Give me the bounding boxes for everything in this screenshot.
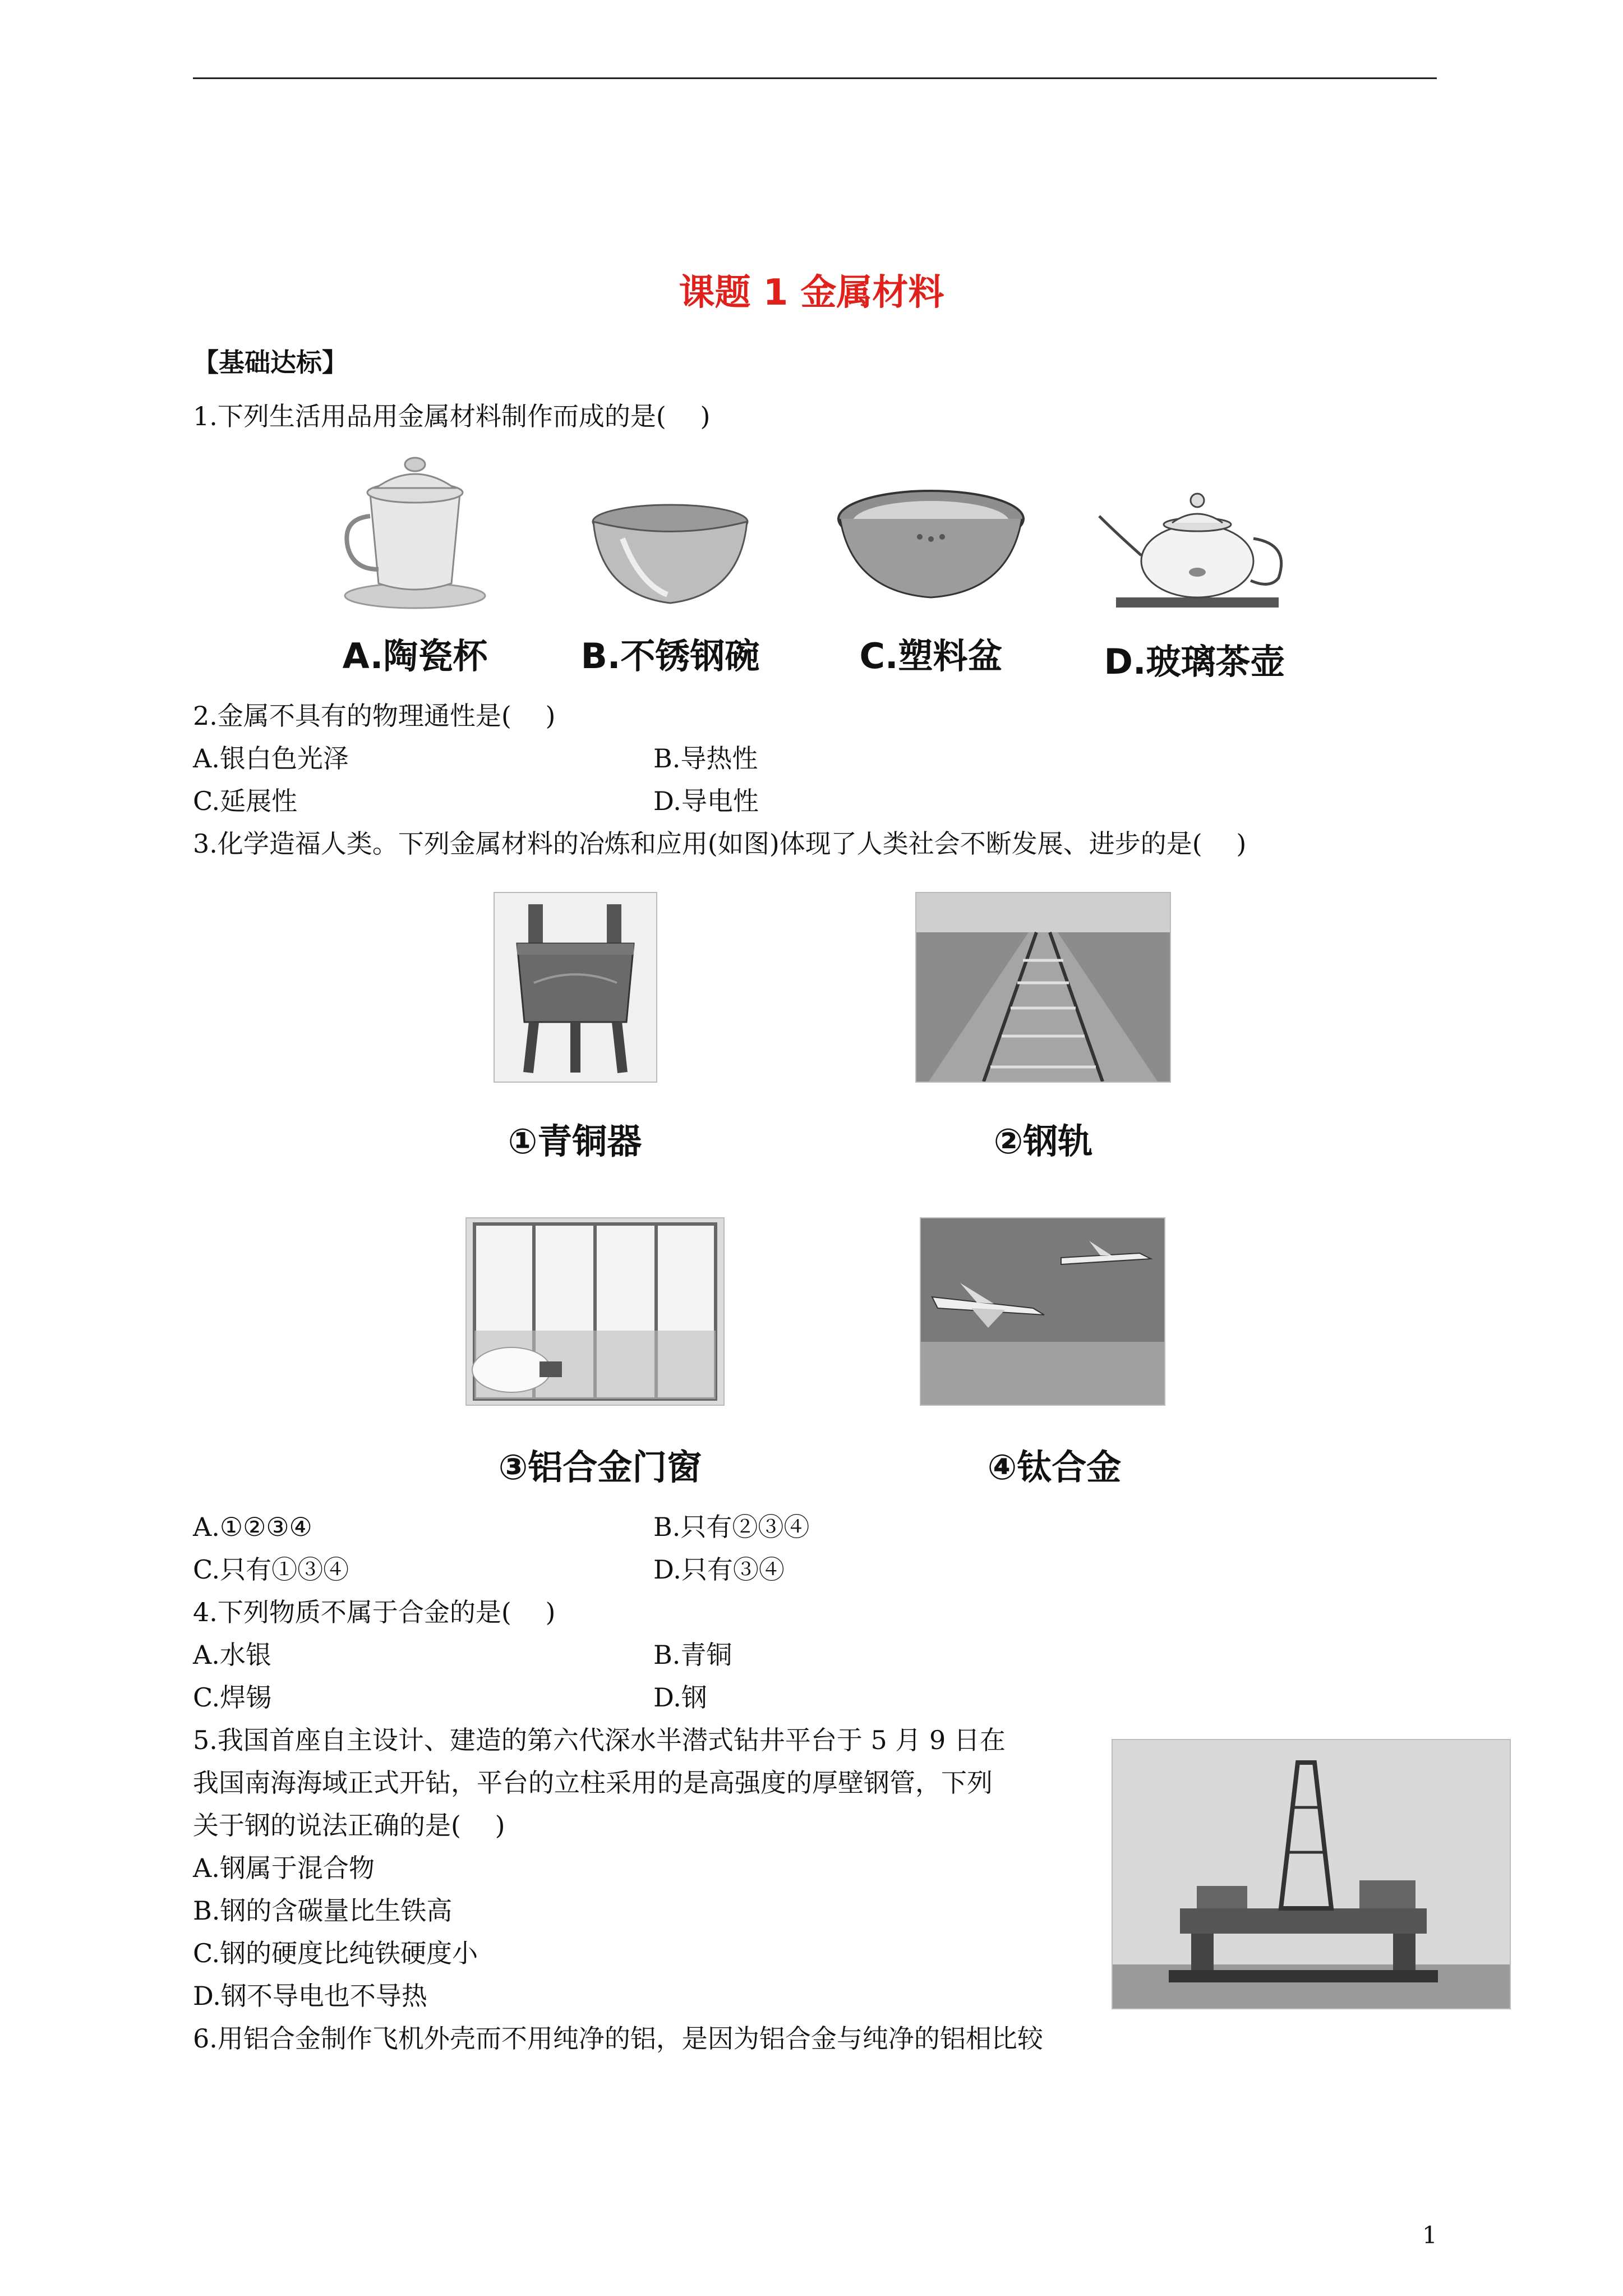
- q5-option-a: A.钢属于混合物: [193, 1853, 375, 1883]
- q5-stem-line-3: 关于钢的说法正确的是( ): [193, 1810, 505, 1841]
- aluminum-window-image: [465, 1217, 725, 1406]
- glass-teapot-image: [1094, 482, 1301, 611]
- q5-option-c: C.钢的硬度比纯铁硬度小: [193, 1938, 478, 1968]
- q2-stem: 2.金属不具有的物理通性是( ): [193, 701, 556, 731]
- ceramic-cup-image: [336, 449, 494, 611]
- q1-caption-b: B.不锈钢碗: [580, 636, 760, 677]
- q3-option-d: D.只有③④: [653, 1554, 785, 1585]
- header-rule: [193, 77, 1437, 79]
- q4-option-b: B.青铜: [653, 1640, 732, 1670]
- q4-option-d: D.钢: [653, 1682, 707, 1713]
- steel-rail-image: [915, 892, 1171, 1083]
- q3-option-c: C.只有①③④: [193, 1554, 349, 1585]
- q2-option-c: C.延展性: [193, 786, 298, 816]
- q6-stem: 6.用铝合金制作飞机外壳而不用纯净的铝，是因为铝合金与纯净的铝相比较: [193, 2023, 1043, 2054]
- bronze-vessel-image: [494, 892, 657, 1083]
- q3-caption-2: ②钢轨: [993, 1121, 1093, 1162]
- q3-stem: 3.化学造福人类。下列金属材料的冶炼和应用(如图)体现了人类社会不断发展、进步的是( ): [193, 829, 1247, 859]
- q3-caption-4: ④钛合金: [987, 1447, 1122, 1488]
- q2-option-b: B.导热性: [653, 743, 758, 774]
- drilling-platform-image: [1112, 1739, 1511, 2009]
- q4-option-c: C.焊锡: [193, 1682, 272, 1713]
- q5-option-d: D.钢不导电也不导热: [193, 1981, 427, 2011]
- q4-option-a: A.水银: [193, 1640, 271, 1670]
- titanium-jets-image: [920, 1217, 1165, 1406]
- q4-stem: 4.下列物质不属于合金的是( ): [193, 1597, 556, 1627]
- q3-option-b: B.只有②③④: [653, 1512, 810, 1542]
- q5-option-b: B.钢的含碳量比生铁高: [193, 1895, 453, 1926]
- q3-option-a: A.①②③④: [193, 1512, 312, 1542]
- q1-caption-d: D.玻璃茶壶: [1104, 641, 1285, 682]
- q1-caption-c: C.塑料盆: [859, 636, 1003, 677]
- page-title: 课题 1 金属材料: [679, 272, 944, 314]
- q1-stem: 1.下列生活用品用金属材料制作而成的是( ): [193, 401, 711, 431]
- q5-stem-line-2: 我国南海海域正式开钻，平台的立柱采用的是高强度的厚壁钢管，下列: [193, 1768, 993, 1798]
- q3-caption-3: ③铝合金门窗: [498, 1447, 702, 1488]
- section-heading: 【基础达标】: [193, 347, 348, 378]
- plastic-basin-image: [836, 485, 1026, 603]
- q2-option-d: D.导电性: [653, 786, 759, 816]
- q2-option-a: A.银白色光泽: [193, 743, 349, 774]
- q1-caption-a: A.陶瓷杯: [342, 636, 488, 677]
- page-number: 1: [1422, 2221, 1437, 2249]
- steel-bowl-image: [589, 499, 751, 611]
- q3-caption-1: ①青铜器: [508, 1121, 642, 1162]
- q5-stem-line-1: 5.我国首座自主设计、建造的第六代深水半潜式钻井平台于 5 月 9 日在: [193, 1725, 1006, 1755]
